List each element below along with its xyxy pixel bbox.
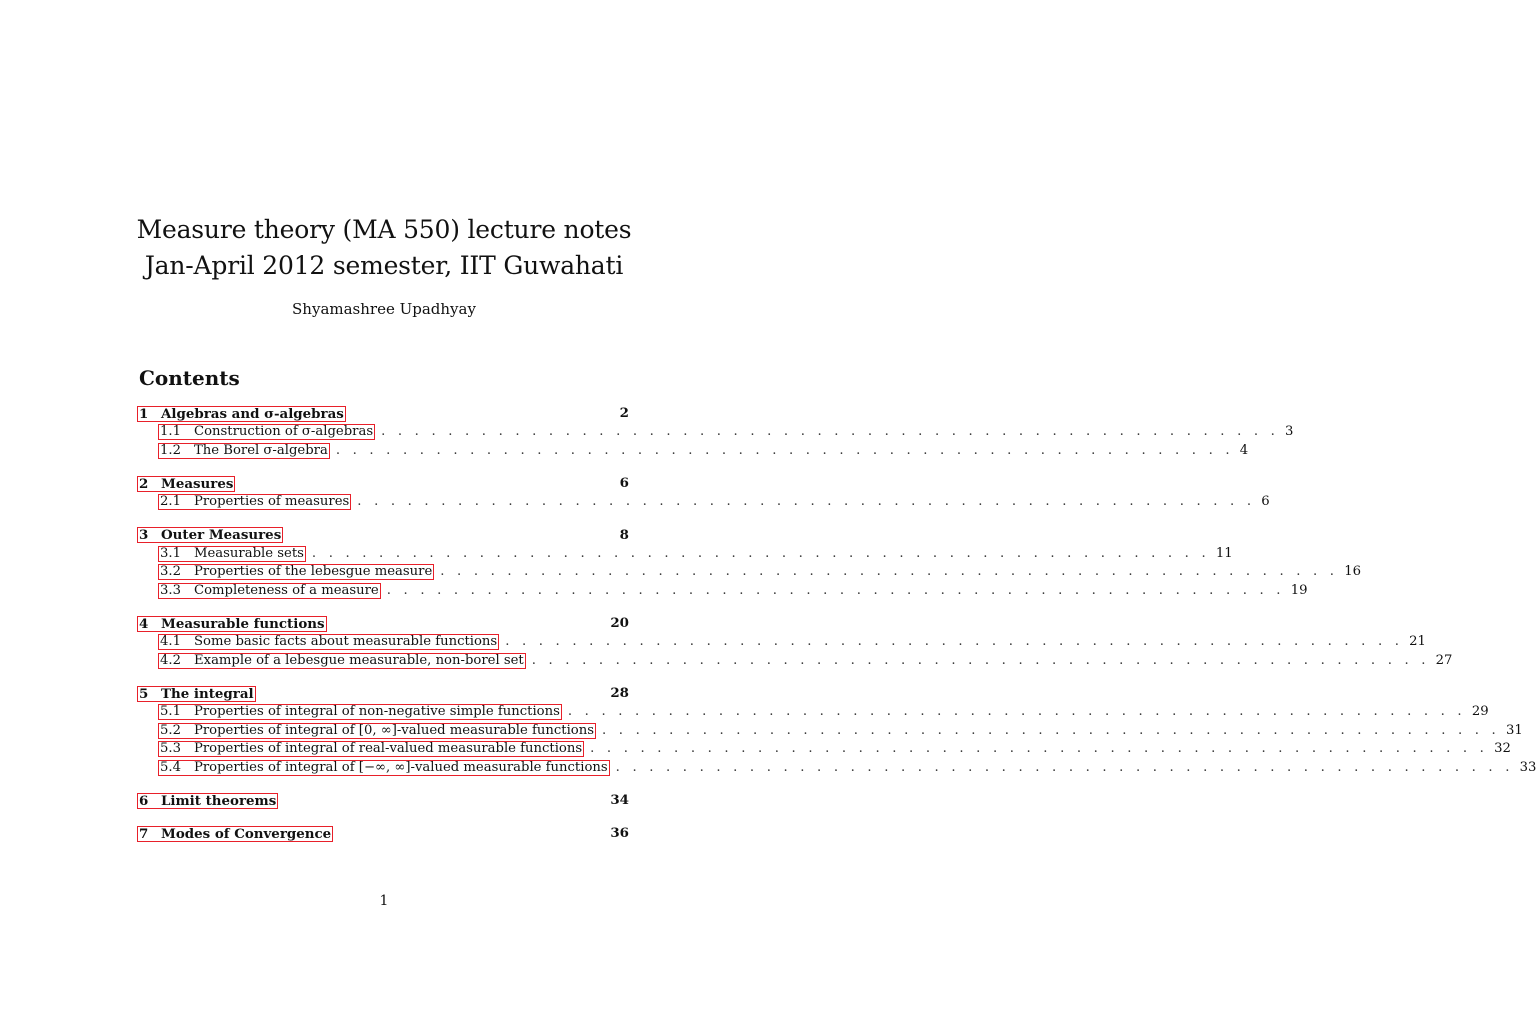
toc-section-link[interactable] — [137, 406, 346, 422]
title-line-1: Measure theory (MA 550) lecture notes — [136, 215, 632, 244]
toc-section-1 — [137, 404, 629, 423]
toc-section-3 — [137, 526, 629, 545]
toc-section-link[interactable] — [137, 527, 283, 543]
toc-subsection-2.1 — [137, 493, 1270, 512]
toc-leader-dots: . . . . . . . . . . . . . . . . . . . . . . . . . . . . . . . . . . . . . . . . . . . . . . . . . . . . . . — [357, 494, 1256, 509]
toc-subsection-page: 31 — [1505, 722, 1523, 738]
toc-section-gap — [137, 600, 629, 614]
toc-subsection-5.4 — [137, 759, 1536, 778]
toc-section-number: 1 — [139, 405, 149, 422]
toc-section-link[interactable] — [137, 826, 333, 842]
toc-subsection-number: 2.1 — [160, 494, 181, 510]
toc-subsection-number: 5.1 — [160, 704, 181, 720]
toc-subsection-number: 4.2 — [160, 652, 181, 668]
toc-subsection-3.3 — [137, 582, 1308, 601]
toc-subsection-title: Some basic facts about measurable functions — [194, 634, 498, 650]
table-of-contents — [137, 404, 1536, 843]
toc-subsection-link[interactable] — [158, 424, 375, 440]
toc-subsection-number: 5.3 — [160, 741, 181, 757]
toc-subsection-number: 3.2 — [160, 564, 181, 580]
toc-section-2 — [137, 474, 629, 493]
toc-leader-dots: . . . . . . . . . . . . . . . . . . . . . . . . . . . . . . . . . . . . . . . . . . . . . . . . . . . . . . — [440, 564, 1339, 579]
toc-subsection-link[interactable] — [158, 583, 381, 599]
toc-leader-dots: . . . . . . . . . . . . . . . . . . . . . . . . . . . . . . . . . . . . . . . . . . . . . . . . . . . . . . — [567, 704, 1466, 719]
toc-subsection-title: Properties of integral of real-valued measurable functions — [194, 741, 583, 757]
toc-section-gap — [137, 810, 629, 824]
toc-section-title: Algebras and σ-algebras — [161, 405, 344, 422]
toc-subsection-page: 6 — [1261, 494, 1270, 509]
toc-subsection-number: 1.1 — [160, 424, 181, 440]
toc-section-title: The integral — [161, 685, 254, 702]
toc-subsection-title: Properties of measures — [194, 494, 350, 510]
toc-leader-dots: . . . . . . . . . . . . . . . . . . . . . . . . . . . . . . . . . . . . . . . . . . . . . . . . . . . . . . — [381, 424, 1280, 439]
toc-subsection-page: 4 — [1239, 442, 1249, 458]
toc-subsection-page: 11 — [1215, 545, 1233, 561]
toc-subsection-page: 29 — [1471, 704, 1489, 719]
toc-subsection-5.3 — [137, 740, 1511, 759]
toc-section-title: Outer Measures — [161, 527, 282, 543]
toc-leader-dots: . . . . . . . . . . . . . . . . . . . . . . . . . . . . . . . . . . . . . . . . . . . . . . . . . . . . . . — [602, 722, 1500, 738]
toc-subsection-link[interactable] — [158, 494, 351, 510]
toc-section-title: Limit theorems — [161, 792, 277, 809]
toc-subsection-title: Properties of integral of [0, ∞]-valued measurable functions — [194, 722, 594, 738]
toc-subsection-link[interactable] — [158, 653, 526, 669]
toc-leader-dots: . . . . . . . . . . . . . . . . . . . . . . . . . . . . . . . . . . . . . . . . . . . . . . . . . . . . . . — [386, 582, 1285, 598]
toc-subsection-link[interactable] — [158, 704, 562, 720]
toc-subsection-page: 3 — [1285, 424, 1294, 439]
toc-subsection-number: 5.2 — [160, 722, 181, 738]
toc-section-page: 6 — [619, 475, 629, 491]
toc-section-title: Modes of Convergence — [161, 825, 332, 842]
toc-section-6 — [137, 791, 629, 810]
toc-leader-dots: . . . . . . . . . . . . . . . . . . . . . . . . . . . . . . . . . . . . . . . . . . . . . . . . . . . . . . — [505, 634, 1404, 649]
toc-section-page: 28 — [610, 685, 629, 701]
toc-section-title: Measures — [161, 475, 234, 492]
toc-section-gap — [137, 460, 629, 474]
toc-subsection-number: 3.1 — [160, 545, 181, 561]
toc-section-link[interactable] — [137, 793, 278, 809]
toc-section-number: 2 — [139, 475, 149, 492]
toc-subsection-title: Measurable sets — [194, 545, 304, 561]
toc-section-link[interactable] — [137, 476, 235, 492]
toc-section-5 — [137, 684, 629, 703]
page-number: 1 — [379, 893, 389, 909]
toc-section-gap — [137, 777, 629, 791]
toc-subsection-page: 19 — [1290, 582, 1308, 598]
title-line-2: Jan-April 2012 semester, IIT Guwahati — [144, 251, 624, 280]
toc-subsection-link[interactable] — [158, 634, 499, 650]
toc-subsection-page: 27 — [1435, 652, 1453, 668]
toc-leader-dots: . . . . . . . . . . . . . . . . . . . . . . . . . . . . . . . . . . . . . . . . . . . . . . . . . . . . . . — [531, 652, 1430, 668]
toc-section-link[interactable] — [137, 686, 256, 702]
toc-subsection-4.1 — [137, 633, 1426, 652]
toc-subsection-number: 4.1 — [160, 634, 181, 650]
toc-section-page: 20 — [610, 615, 629, 631]
toc-subsection-title: Properties of integral of [−∞, ∞]-valued measurable functions — [194, 759, 608, 775]
toc-subsection-link[interactable] — [158, 564, 434, 580]
toc-leader-dots: . . . . . . . . . . . . . . . . . . . . . . . . . . . . . . . . . . . . . . . . . . . . . . . . . . . . . . — [590, 741, 1489, 756]
toc-subsection-page: 33 — [1519, 759, 1536, 775]
contents-heading: Contents — [139, 366, 240, 390]
document-title — [0, 212, 768, 284]
toc-subsection-5.2 — [137, 722, 1523, 741]
toc-subsection-link[interactable] — [158, 546, 306, 562]
toc-subsection-page: 32 — [1494, 741, 1511, 756]
toc-section-number: 5 — [139, 685, 149, 702]
toc-section-gap — [137, 512, 629, 526]
toc-section-4 — [137, 614, 629, 633]
toc-subsection-5.1 — [137, 703, 1489, 722]
toc-section-number: 4 — [139, 615, 149, 632]
toc-subsection-page: 21 — [1409, 634, 1426, 649]
toc-leader-dots: . . . . . . . . . . . . . . . . . . . . . . . . . . . . . . . . . . . . . . . . . . . . . . . . . . . . . . — [615, 759, 1514, 775]
toc-subsection-link[interactable] — [158, 741, 584, 757]
toc-section-title: Measurable functions — [161, 615, 325, 632]
toc-subsection-page: 16 — [1344, 564, 1361, 579]
toc-leader-dots: . . . . . . . . . . . . . . . . . . . . . . . . . . . . . . . . . . . . . . . . . . . . . . . . . . . . . . — [311, 545, 1210, 561]
toc-section-page: 2 — [619, 405, 629, 421]
toc-section-gap — [137, 670, 629, 684]
toc-subsection-link[interactable] — [158, 760, 610, 776]
toc-section-number: 3 — [139, 527, 149, 543]
toc-subsection-3.2 — [137, 563, 1361, 582]
toc-subsection-number: 1.2 — [160, 442, 181, 458]
toc-subsection-1.1 — [137, 423, 1294, 442]
toc-subsection-title: Construction of σ-algebras — [194, 424, 374, 440]
toc-subsection-3.1 — [137, 545, 1233, 564]
toc-subsection-link[interactable] — [158, 723, 596, 739]
toc-section-link[interactable] — [137, 616, 327, 632]
toc-subsection-number: 3.3 — [160, 582, 181, 598]
author-name: Shyamashree Upadhyay — [292, 300, 476, 318]
toc-subsection-title: Properties of integral of non-negative simple functions — [194, 704, 560, 720]
toc-subsection-title: Example of a lebesgue measurable, non-borel set — [194, 652, 524, 668]
toc-subsection-title: The Borel σ-algebra — [194, 442, 328, 458]
toc-section-number: 7 — [139, 825, 149, 842]
toc-subsection-title: Properties of the lebesgue measure — [194, 564, 433, 580]
toc-subsection-title: Completeness of a measure — [194, 582, 379, 598]
toc-subsection-1.2 — [137, 442, 1249, 461]
toc-subsection-link[interactable] — [158, 443, 330, 459]
toc-section-number: 6 — [139, 792, 149, 809]
toc-section-page: 36 — [610, 825, 629, 841]
toc-leader-dots: . . . . . . . . . . . . . . . . . . . . . . . . . . . . . . . . . . . . . . . . . . . . . . . . . . . . . . — [335, 442, 1234, 458]
toc-subsection-4.2 — [137, 652, 1453, 671]
toc-section-page: 34 — [610, 792, 629, 808]
toc-section-page: 8 — [619, 526, 629, 543]
toc-subsection-number: 5.4 — [160, 759, 181, 775]
toc-section-7 — [137, 824, 629, 843]
